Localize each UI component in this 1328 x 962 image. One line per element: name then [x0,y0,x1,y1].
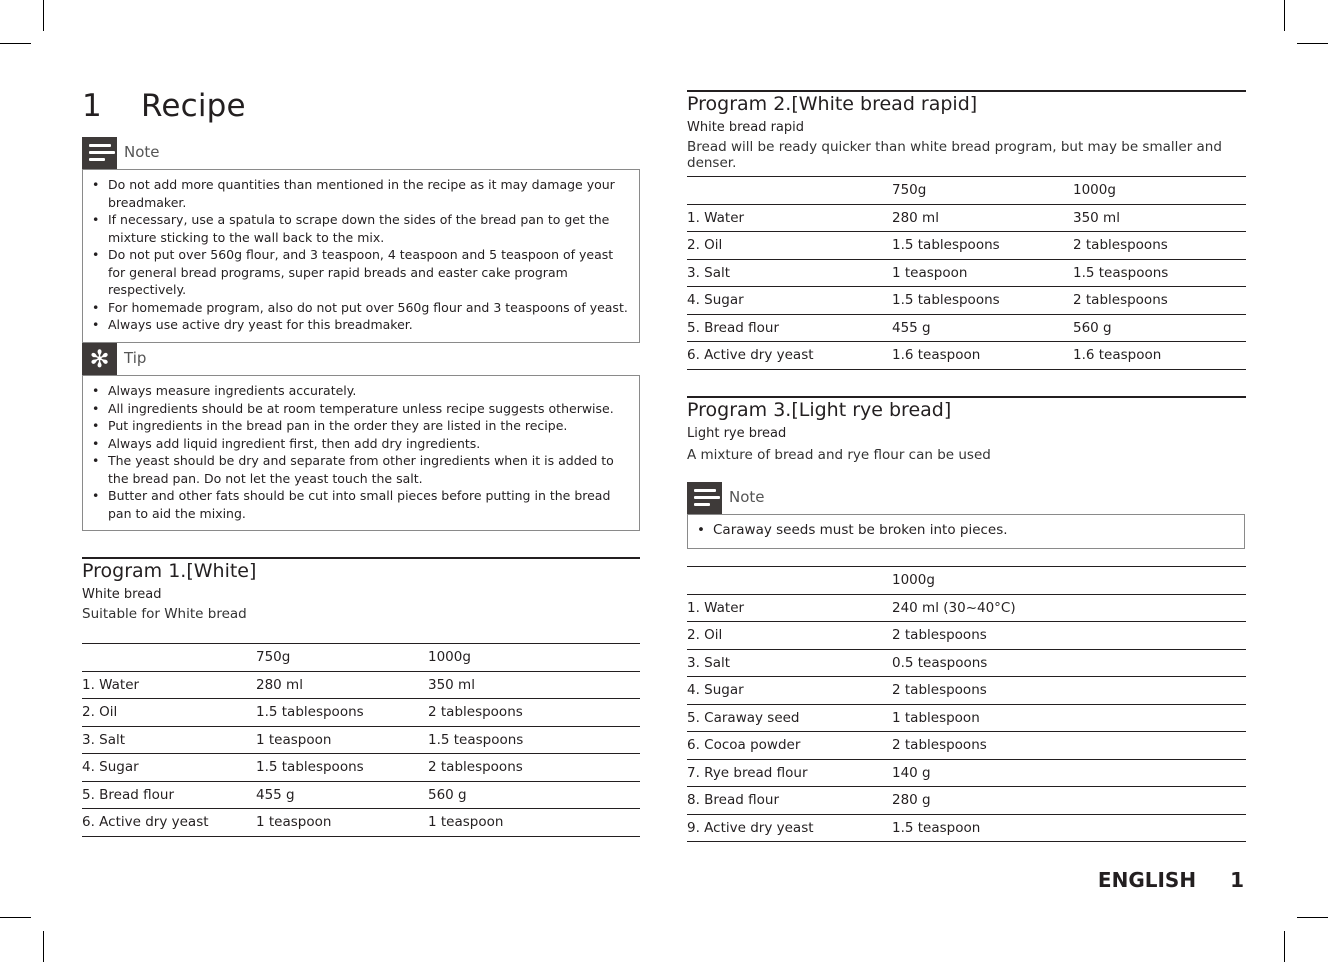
tip-item: • Always add liquid ingredient first, then add dry ingredients. [92,435,481,451]
crop-mark [1284,0,1285,31]
crop-mark [1297,917,1328,918]
note-title: Note [729,488,765,506]
table-row: 5. Bread flour 455 g 560 g [687,314,1246,342]
table-row: 4. Sugar 1.5 tablespoons 2 tablespoons [687,287,1246,315]
crop-mark [1297,43,1328,44]
crop-mark [43,0,44,31]
table-row: 5. Bread flour 455 g 560 g [82,781,640,809]
table-row: 4. Sugar 1.5 tablespoons 2 tablespoons [82,754,640,782]
table-row: 6. Cocoa powder 2 tablespoons [687,732,1246,760]
program2-heading [687,90,1246,171]
program1-heading [82,557,640,622]
note-item: • If necessary, use a spatula to scrape down the sides of the bread pan to get the mixture sticking to the wall back to the mix. [92,212,610,245]
table-row: 4. Sugar 2 tablespoons [687,677,1246,705]
tip-item: • The yeast should be dry and separate from other ingredients when it is added to the bread pan. Do not let the yeast touch the salt. [92,453,614,486]
note-callout [82,137,640,343]
note-item: • Always use active dry yeast for this breadmaker. [92,317,413,332]
table-row: 1. Water 280 ml 350 ml [687,204,1246,232]
page-number: 1 [1230,868,1244,892]
note-item: • Do not add more quantities than mentioned in the recipe as it may damage your breadmaker. [92,177,615,210]
program1-title: Program 1.[White] [82,560,257,582]
table-row: 1. Water 240 ml (30~40°C) [687,594,1246,622]
program1-description: Suitable for White bread [82,606,247,622]
note-item: • Do not put over 560g flour, and 3 teaspoon, 4 teaspoon and 5 teaspoon of yeast for general bread programs, super rapid breads and easter cake program respectively. [92,247,614,297]
tip-callout [82,343,640,531]
chapter-number: 1 [82,88,102,124]
table-row: 8. Bread flour 280 g [687,787,1246,815]
table-row: 3. Salt 0.5 teaspoons [687,649,1246,677]
program1-subtitle: White bread [82,587,162,602]
table-row: 3. Salt 1 teaspoon 1.5 teaspoons [687,259,1246,287]
table-row: 5. Caraway seed 1 tablespoon [687,704,1246,732]
note-item: • Caraway seeds must be broken into pieces. [697,522,1008,538]
note-item: • For homemade program, also do not put over 560g flour and 3 teaspoons of yeast. [92,299,628,315]
note-icon [687,482,722,514]
crop-mark [1284,931,1285,962]
program2-description: Bread will be ready quicker than white bread program, but may be smaller and denser. [687,139,1222,171]
tip-box [82,375,640,531]
page-footer [1098,868,1244,892]
table-row: 2. Oil 2 tablespoons [687,622,1246,650]
table-header-row: 1000g [687,567,1246,595]
crop-mark [43,931,44,962]
table-row: 2. Oil 1.5 tablespoons 2 tablespoons [82,699,640,727]
tip-item: • Always measure ingredients accurately. [92,383,357,398]
program3-heading [687,396,1246,463]
table-row: 9. Active dry yeast 1.5 teaspoon [687,814,1246,842]
tip-title: Tip [124,349,147,367]
program3-note-callout [687,482,1245,549]
note-icon [82,137,117,169]
program2-table [687,176,1246,370]
asterisk-icon: ✻ [82,343,117,375]
note-box [687,514,1245,549]
program3-table [687,566,1246,842]
table-row: 7. Rye bread flour 140 g [687,759,1246,787]
crop-mark [0,917,31,918]
note-title: Note [124,143,160,161]
note-box [82,169,640,343]
program3-title: Program 3.[Light rye bread] [687,399,952,421]
tip-item: • Butter and other fats should be cut into small pieces before putting in the bread pan to aid the mixing. [92,488,611,521]
footer-language: ENGLISH [1097,868,1197,892]
table-header-row: 750g 1000g [82,644,640,672]
program3-description: A mixture of bread and rye flour can be used [687,447,991,463]
table-row: 3. Salt 1 teaspoon 1.5 teaspoons [82,726,640,754]
program1-table [82,643,640,837]
table-row: 6. Active dry yeast 1.6 teaspoon 1.6 teaspoon [687,342,1246,370]
table-header-row: 750g 1000g [687,177,1246,205]
program3-subtitle: Light rye bread [687,426,787,441]
chapter-title: Recipe [141,88,246,124]
program2-title: Program 2.[White bread rapid] [687,93,978,115]
table-row: 1. Water 280 ml 350 ml [82,671,640,699]
tip-item: • Put ingredients in the bread pan in the order they are listed in the recipe. [92,418,568,433]
program2-subtitle: White bread rapid [687,120,805,135]
crop-mark [0,43,31,44]
table-row: 2. Oil 1.5 tablespoons 2 tablespoons [687,232,1246,260]
tip-item: • All ingredients should be at room temperature unless recipe suggests otherwise. [92,400,614,416]
table-row: 6. Active dry yeast 1 teaspoon 1 teaspoon [82,809,640,837]
chapter-heading [82,88,246,124]
